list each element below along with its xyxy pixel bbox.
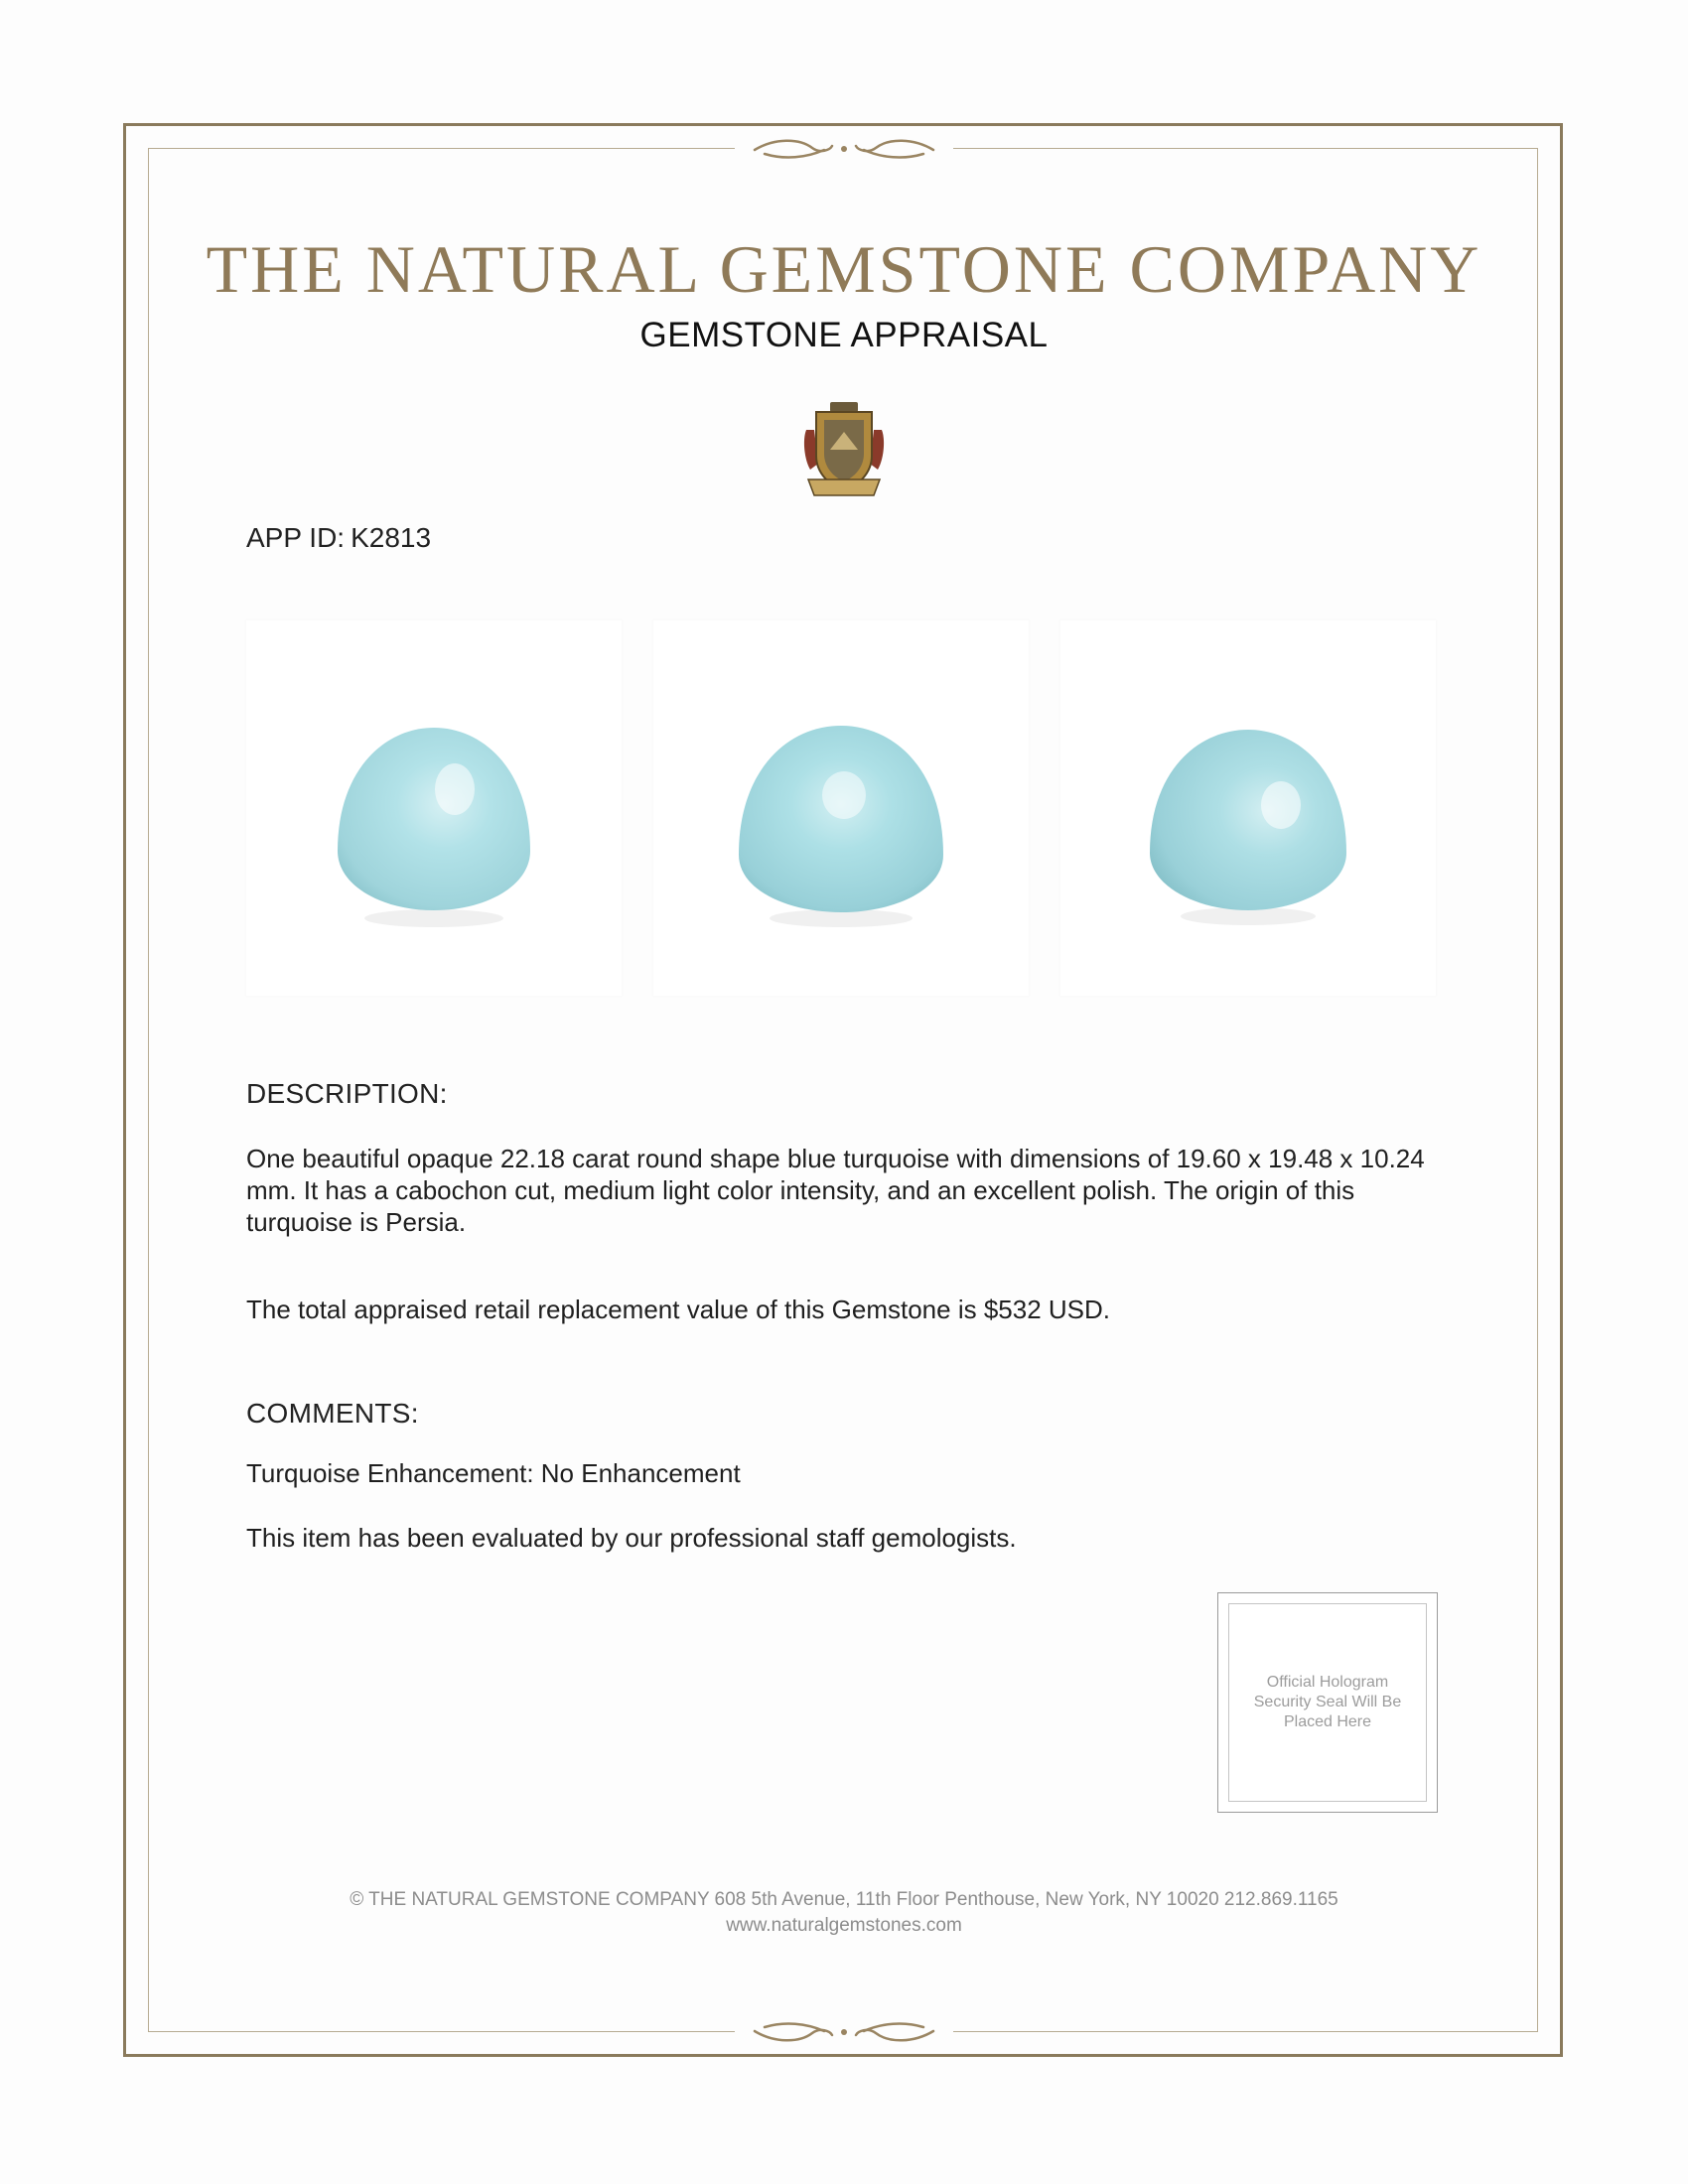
document-title: GEMSTONE APPRAISAL	[639, 316, 1049, 354]
seal-placeholder-text: Official Hologram Security Seal Will Be Placed Here	[1253, 1674, 1402, 1730]
seal-inner-frame	[1228, 1603, 1427, 1802]
company-crest-logo	[800, 400, 888, 501]
gemstone-photo-3	[1060, 620, 1436, 996]
gemstone-photo-2	[653, 620, 1029, 996]
top-flourish-ornament	[735, 129, 953, 169]
footer-website-link[interactable]: www.naturalgemstones.com	[726, 1915, 962, 1936]
app-id	[246, 522, 431, 554]
comments-heading: COMMENTS:	[246, 1398, 419, 1429]
turquoise-cabochon-icon	[653, 620, 1029, 996]
bottom-flourish-ornament	[735, 2012, 953, 2052]
evaluation-comment: This item has been evaluated by our professional staff gemologists.	[246, 1523, 1017, 1553]
company-name: THE NATURAL GEMSTONE COMPANY	[206, 231, 1482, 307]
enhancement-comment: Turquoise Enhancement: No Enhancement	[246, 1458, 741, 1488]
description-text: One beautiful opaque 22.18 carat round shape blue turquoise with dimensions of 19.60 x 19.48 x 10.24 mm. It has a cabochon cut, medium light color intensity, and an excellent polish. The origin of this turquoise is Persia.	[246, 1144, 1425, 1237]
app-id-value: K2813	[351, 522, 432, 553]
turquoise-cabochon-icon	[246, 620, 622, 996]
turquoise-cabochon-icon	[1060, 620, 1436, 996]
footer-address: © THE NATURAL GEMSTONE COMPANY 608 5th Avenue, 11th Floor Penthouse, New York, NY 10020 212.869.1165	[350, 1889, 1338, 1910]
app-id-label: APP ID:	[246, 522, 346, 553]
gemstone-photo-1	[246, 620, 622, 996]
description-heading: DESCRIPTION:	[246, 1078, 448, 1109]
appraised-value-statement: The total appraised retail replacement value of this Gemstone is $532 USD.	[246, 1295, 1111, 1324]
hologram-seal-placeholder	[1217, 1592, 1438, 1813]
